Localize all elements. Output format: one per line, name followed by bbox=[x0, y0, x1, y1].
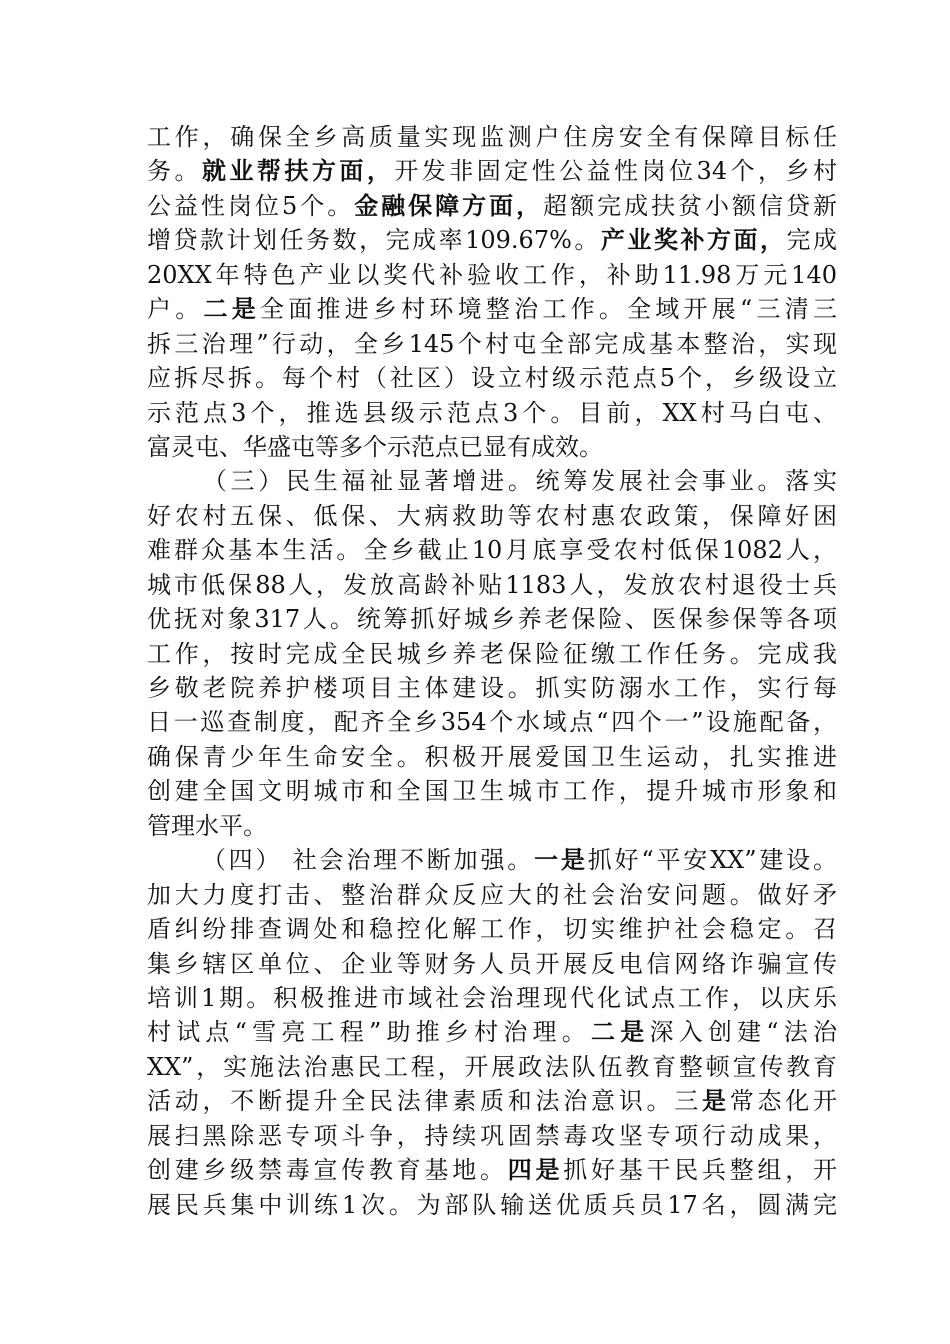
text-run: 公益性岗位5个。 bbox=[147, 191, 355, 220]
text-line bbox=[147, 258, 837, 292]
text-line bbox=[147, 878, 837, 912]
text-line bbox=[147, 430, 837, 464]
text-run: 展扫黑除恶专项斗争，持续巩固禁毒攻坚专项行动成果， bbox=[147, 1121, 837, 1150]
text-line bbox=[147, 671, 837, 705]
text-line bbox=[147, 947, 837, 981]
text-run: 村试点“雪亮工程”助推乡村治理。 bbox=[147, 1018, 591, 1047]
text-run: 加大力度打击、整治群众反应大的社会治安问题。做好矛 bbox=[147, 880, 837, 909]
text-run: 超额完成扶贫小额信贷新 bbox=[543, 191, 837, 220]
text-line bbox=[147, 292, 837, 326]
body-text bbox=[147, 120, 837, 1222]
text-run: （三）民生福祉显著增进。统筹发展社会事业。落实 bbox=[199, 467, 837, 496]
bold-heading: 就业帮扶方面， bbox=[201, 156, 395, 186]
text-run: 城市低保88人，发放高龄补贴1183人，发放农村退役士兵 bbox=[147, 570, 837, 599]
section-heading-line bbox=[147, 464, 837, 498]
text-line bbox=[147, 809, 837, 843]
text-line bbox=[147, 1119, 837, 1153]
text-run: 全面推进乡村环境整治工作。全域开展“三清三 bbox=[259, 295, 838, 324]
text-line bbox=[147, 1050, 837, 1084]
text-run: 抓好基干民兵整组，开 bbox=[563, 1156, 837, 1185]
text-run: （四） 社会治理不断加强。 bbox=[199, 846, 535, 875]
text-run: 管理水平。 bbox=[147, 811, 267, 840]
text-run: 拆三治理”行动，全乡145个村屯全部完成基本整治，实现 bbox=[147, 329, 837, 358]
bold-heading: 二是 bbox=[203, 294, 260, 324]
text-run: 集乡辖区单位、企业等财务人员开展反电信网络诈骗宣传 bbox=[147, 949, 837, 978]
text-run: 完成 bbox=[786, 226, 838, 255]
text-run: 难群众基本生活。全乡截止10月底享受农村低保1082人， bbox=[147, 536, 837, 565]
bold-heading: 是 bbox=[702, 1086, 730, 1116]
text-run: 抓好“平安XX”建设。 bbox=[587, 846, 837, 875]
bold-heading: 四是 bbox=[507, 1155, 564, 1185]
text-run: 务。 bbox=[147, 157, 202, 186]
text-run: 20XX年特色产业以奖代补验收工作，补助11.98万元140 bbox=[147, 260, 837, 289]
text-run: 深入创建“法治 bbox=[649, 1018, 837, 1047]
text-run: 增贷款计划任务数，完成率109.67%。 bbox=[147, 226, 601, 255]
text-line bbox=[147, 1084, 837, 1118]
text-run: 优抚对象317人。统筹抓好城乡养老保险、医保参保等各项 bbox=[147, 605, 837, 634]
text-run: 培训1期。积极推进市域社会治理现代化试点工作，以庆乐 bbox=[147, 983, 837, 1012]
text-run: 常态化开 bbox=[729, 1087, 837, 1116]
bold-heading: 产业奖补方面， bbox=[600, 225, 787, 255]
text-run: 好农村五保、低保、大病救助等农村惠农政策，保障好困 bbox=[147, 501, 837, 530]
text-line bbox=[147, 637, 837, 671]
text-line bbox=[147, 327, 837, 361]
text-run: 创建乡级禁毒宣传教育基地。 bbox=[147, 1156, 508, 1185]
text-line bbox=[147, 705, 837, 739]
text-run: 活动，不断提升全民法律素质和法治意识。三 bbox=[147, 1087, 702, 1116]
text-line bbox=[147, 981, 837, 1015]
text-line bbox=[147, 154, 837, 188]
text-line bbox=[147, 1188, 837, 1222]
text-line bbox=[147, 396, 837, 430]
text-run: 创建全国文明城市和全国卫生城市工作，提升城市形象和 bbox=[147, 777, 837, 806]
text-line bbox=[147, 533, 837, 567]
text-run: 富灵屯、华盛屯等多个示范点已显有成效。 bbox=[147, 432, 603, 461]
text-run: 确保青少年生命安全。积极开展爱国卫生运动，扎实推进 bbox=[147, 742, 837, 771]
text-run: 展民兵集中训练1次。为部队输送优质兵员17名，圆满完 bbox=[147, 1190, 837, 1219]
text-run: 工作，确保全乡高质量实现监测户住房安全有保障目标任 bbox=[147, 123, 837, 151]
bold-heading: 一是 bbox=[534, 845, 588, 875]
bold-heading: 金融保障方面， bbox=[354, 190, 544, 220]
text-run: 开发非固定性公益性岗位34个，乡村 bbox=[394, 157, 838, 186]
text-line bbox=[147, 223, 837, 257]
text-line bbox=[147, 499, 837, 533]
text-line bbox=[147, 602, 837, 636]
text-run: 日一巡查制度，配齐全乡354个水域点“四个一”设施配备， bbox=[147, 708, 837, 737]
text-run: 乡敬老院养护楼项目主体建设。抓实防溺水工作，实行每 bbox=[147, 674, 837, 702]
text-run: 工作，按时完成全民城乡养老保险征缴工作任务。完成我 bbox=[147, 639, 837, 668]
text-line bbox=[147, 912, 837, 946]
text-run: XX”，实施法治惠民工程，开展政法队伍教育整顿宣传教育 bbox=[147, 1052, 837, 1081]
text-line bbox=[147, 120, 837, 154]
text-line bbox=[147, 774, 837, 808]
bold-heading: 二是 bbox=[591, 1017, 650, 1047]
text-run: 示范点3个，推选县级示范点3个。目前，XX村马白屯、 bbox=[147, 398, 837, 427]
text-run: 盾纠纷排查调处和稳控化解工作，切实维护社会稳定。召 bbox=[147, 915, 837, 944]
text-run: 户。 bbox=[147, 295, 204, 324]
text-line bbox=[147, 568, 837, 602]
text-run: 应拆尽拆。每个村（社区）设立村级示范点5个，乡级设立 bbox=[147, 364, 837, 393]
text-line bbox=[147, 1015, 837, 1049]
text-line bbox=[147, 1153, 837, 1187]
text-line bbox=[147, 189, 837, 223]
text-line bbox=[147, 361, 837, 395]
text-line bbox=[147, 740, 837, 774]
section-heading-line bbox=[147, 843, 837, 877]
